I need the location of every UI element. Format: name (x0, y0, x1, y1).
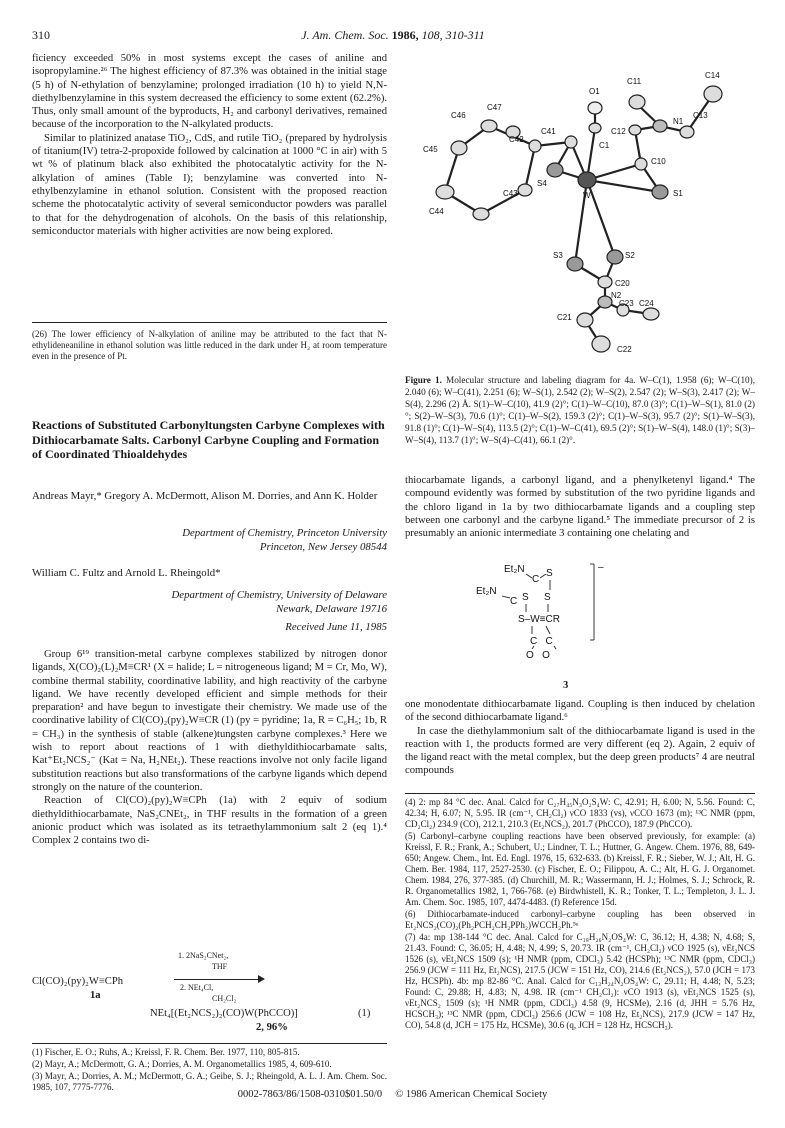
arrow-head (258, 975, 265, 983)
atom-s2 (607, 250, 623, 264)
paragraph: ficiency exceeded 50% in most systems except the cases of aniline and isopropylamine.²⁶ The highest efficiency of 87.3% was obtained in the initial stage (5 h) of N-ethylation of benzylamine; prolonged irradiation (10 h) to yield N,N-diethylbenzylamine in this system decreased the efficiency to some extent (62.2%). Thus, only small amount of the byproducts, H₂ and carbonyl derivatives, remained because of the incorporation to the N-alkylated products. (32, 53, 387, 131)
divider (405, 793, 755, 794)
eq-reactant-label: 1a (90, 990, 101, 1001)
label-c44: C44 (429, 207, 444, 216)
label-n1: N1 (673, 117, 684, 126)
paragraph: thiocarbamate ligands, a carbonyl ligand, and a phenylketenyl ligand.⁴ The compound evidently was formed by substitution of the two pyridine ligands and the chloro ligand in 1a by two dithiocarbamate ligands and a coupling step between one carbonyl and the carbyne ligand.⁵ The immediate precursor of 2 is presumably an anionic intermediate 3 containing one chelating and (405, 475, 755, 540)
struct-s-mid: S (522, 592, 529, 603)
label-c20: C20 (615, 279, 630, 288)
atom-w (578, 172, 596, 188)
label-s1: S1 (673, 189, 683, 198)
eq-product-label: 2, 96% (256, 1022, 288, 1033)
page-footer (0, 1089, 785, 1100)
eq-condition: CH₂Cl₂ (212, 994, 237, 1003)
footnotes-right: (4) 2: mp 84 °C dec. Anal. Calcd for C₂₇H₄₅N₃O₂S₄W: C, 42.91; H, 6.00; N, 5.56. Found: C, 42.34; H, 6.07; N, 5.95. IR (cm⁻¹, CH₂Cl₂) νCO 1833 (vs), νCCO 1673 (m); ¹³C NMR (ppm, CD₂Cl₂) 234.9 (CO), 212.1, 210.3 (Et₂NCS₂), 201.7 (PhCCO), 187.9 (PhCCO). (5) Carbonyl–carbyne coupling reactions have been observed previously, for example: (a) Kreissl, F. R.; Frank, A.; Schubert, U.; Lindner, T. L.; Huttner, G. Angew. Chem. 1976, 88, 649-650; Angew. Chem., Int. Ed. Engl. 1976, 15, 632-633. (b) Kreissl, F. R.; Sieber, W. J.; Alt, H. G. Chem. Ber. 1984, 117, 2527-2530. (c) Fischer, E. O.; Filippou, A. C.; Alt, H. G. J. Organomet. Chem. 1984, 276, 377-385. (d) Churchill, M. R.; Wassermann, H. J.; Holmes, S. J.; Schrock, R. R. Organometallics 1982, 1, 766-768. (e) Birdwhistell, K. R.; Tonker, T. L.; Templeton, J. L. J. Am. Chem. Soc. 1985, 107, 4474-4483. (f) Reference 15d. (6) Dithiocarbamate-induced carbonyl–carbyne coupling has been observed in Et₂NCS₂(CO)₂(Ph₂PCH₂CH₂PPh₂)WCCH₂Ph.⁵ᵉ (7) 4a: mp 138-144 °C dec. Anal. Calcd for C₁₈H₂₆N₂OS₄W: C, 36.12; H, 4.38; N, 4.68; S, 21.43. Found: C, 36.05; H, 4.48; N, 4.99; S, 20.73. IR (cm⁻¹, CH₂Cl₂) νCO 1925 (s), νEt₂NCS 1526 (s), νEt₂NCS 1509 (s); ¹H NMR (ppm, CDCl₃) 5.42 (HCSPh); ¹³C NMR (ppm, CDCl₃) 256.9 (JCW = 111 Hz, Et₂NCS), 217.5 (JCW = 151 Hz, CO), 214.6 (Et₂NCS₂), 57.0 (JCH = 173 Hz, HCSPh). 4b: mp 82-86 °C. Anal. Calcd for C₁₃H₂₄N₂OS₄W: C, 29.11; H, 4.48; N, 5.23; Found: C, 29.88; H, 4.83; N, 4.98. IR (cm⁻¹ CH₂Cl₂): νCO 1913 (s), νEt₂NCS 1525 (s), νEt₂NCS₂ 1509 (s); ¹H NMR (ppm, CDCl₃) 4.58 (9, HCSMe), 2.16 (d, JHH = 5.76 Hz, HCSCH₃); ¹³C NMR (ppm, CDCl₃) 256.6 (JCW = 108 Hz, Et₂NCS), 217.9 (JCW = 147 Hz, CO), 54.8 (d, JCH = 175 Hz, HCSMe), 30.6 (q, JCH = 128 Hz, HCSCH₃). (405, 797, 755, 1030)
label-c42: C42 (509, 135, 524, 144)
received-date: Received June 11, 1985 (285, 621, 387, 633)
atom-c43b (518, 184, 532, 196)
structure-3-label: 3 (563, 680, 569, 691)
article-title: Reactions of Substituted Carbonyltungsten Carbyne Complexes with Dithiocarbamate Salts. Carbonyl Carbyne Coupling and Formation of Coordinated Thioaldehydes (32, 418, 385, 461)
footer-copyright: © 1986 American Chemical Society (395, 1089, 548, 1100)
bond-w-s2 (587, 180, 615, 257)
atom-c20 (598, 276, 612, 288)
eq-condition: THF (212, 962, 228, 971)
running-head (32, 28, 754, 46)
caption-text: Molecular structure and labeling diagram for 4a. W–C(1), 1.958 (6); W–C(10), 2.040 (6); W–C(41), 2.251 (6); W–S(1), 2.542 (2); W–S(2), 2.547 (2); W–S(3), 2.417 (2); W–S(4), 2.296 (2) Å. S(1)–W–C(10), 41.9 (2)°; C(1)–W–C(10), 87.0 (3)°; C(1)–W–S(1), 81.0 (2)°; S(2)–W–S(3), 70.6 (1)°; C(1)–W–S(2), 159.3 (2)°; C(1)–W–S(3), 95.7 (2)°; S(1)–W–S(3), 91.8 (1)°; C(1)–W–S(4), 113.5 (2)°; C(1)–W–C(41), 69.5 (2)°; S(1)–W–S(4), 148.0 (1)°; S(3)–W–S(4), 113.7 (1)°; W–S(4)–C(41), 66.1 (2)°. (405, 375, 756, 445)
divider (32, 1043, 387, 1044)
label-c45: C45 (423, 145, 438, 154)
reaction-arrow (174, 979, 262, 980)
paragraph: In case the diethylammonium salt of the dithiocarbamate ligand is used in the reaction with 1, the products formed are very different (eq 2). Again, 2 equiv of the ligand react with the metal complex, but the deep green products⁷ 4 are neutral compounds (405, 725, 755, 777)
atom-c42 (529, 140, 541, 152)
label-n2: N2 (611, 291, 622, 300)
label-w: W (583, 191, 591, 200)
label-c14: C14 (705, 71, 720, 80)
label-c46: C46 (451, 111, 466, 120)
divider (32, 322, 387, 323)
eq-condition: 1. 2NaS₂CNet₂, (178, 951, 229, 960)
paragraph: one monodentate dithiocarbamate ligand. Coupling is then induced by chelation of the second dithiocarbamate ligand.⁶ (405, 699, 755, 724)
eq-reactant: Cl(CO)₂(py)₂W≡CPh (32, 976, 124, 987)
caption-label: Figure 1. (405, 375, 442, 385)
struct-charge: – (598, 562, 604, 573)
atom-c46 (481, 120, 497, 132)
authors-princeton: Andreas Mayr,* Gregory A. McDermott, Alison M. Dorries, and Ann K. Holder (32, 490, 378, 502)
label-c12: C12 (611, 127, 626, 136)
atom-c12 (629, 125, 641, 135)
footer-code: 0002-7863/86/1508-0310$01.50/0 (237, 1089, 383, 1100)
atom-c24 (643, 308, 659, 320)
atom-n1 (653, 120, 667, 132)
article-body-left (32, 648, 387, 847)
label-c11: C11 (627, 77, 642, 86)
eq-condition: 2. NEt₄Cl, (180, 983, 214, 992)
figure-caption (405, 374, 755, 446)
atom-o1 (588, 102, 602, 114)
atom-c13 (680, 126, 694, 138)
molecular-structure-figure (405, 52, 755, 370)
label-c23: C23 (619, 299, 634, 308)
atom-c14 (704, 86, 722, 102)
label-c41: C41 (541, 127, 556, 136)
atom-c11 (629, 95, 645, 109)
label-s3: S3 (553, 251, 563, 260)
atom-s4 (547, 163, 563, 177)
atom-n2 (598, 296, 612, 308)
affiliation-princeton: Department of Chemistry, Princeton University Princeton, New Jersey 08544 (182, 527, 387, 553)
paragraph: Group 6¹⁹ transition-metal carbyne complexes stabilized by nitrogen donor ligands, X(CO)₂(L)₂M≡CR¹ (X = halide; L = nitrogeneous ligand; M = Cr, Mo, W), combine thermal stability, coordinative lability, and high reactivity of the carbyne ligand. We have recently developed efficient and simple methods for their preparation² and have begun to investigate their chemistry. We made use of the coordinative lability of Cl(CO)₂(py)₂W≡CR (1) (py = pyridine; 1a, R = C₆H₅; 1b, R = CH₃) in the synthesis of stable (alkene)tungsten carbyne complexes.³ Here we wish to report about reactions of 1 with diethyldithiocarbamate salts, Kat⁺Et₂NCS₂⁻ (Kat = Na, H₂NEt₂). These reactions involve not only facile ligand substitution reactions but also transformations of the carbyne ligands which depend strongly on the nature of the counterion. (32, 649, 387, 793)
struct-swcr: S–W≡CR (518, 614, 560, 625)
struct-et2n-mid: Et₂N (476, 586, 497, 597)
eq-product: NEt₄[(Et₂NCS₂)₂(CO)W(PhCCO)] (150, 1008, 298, 1019)
page-number: 310 (32, 28, 50, 42)
atom-c45 (451, 141, 467, 155)
struct-oo: O O (526, 650, 550, 661)
article-body-right-1 (405, 474, 755, 540)
struct-c-top: C (532, 574, 540, 585)
atom-c43 (473, 208, 489, 220)
atom-s1 (652, 185, 668, 199)
bond-w-s1 (587, 180, 660, 192)
struct-et2n-top: Et₂N (504, 564, 525, 575)
label-s4: S4 (537, 179, 547, 188)
label-c47: C47 (487, 103, 502, 112)
atom-s3 (567, 257, 583, 271)
atom-c41 (565, 136, 577, 148)
intermediate-structure-3 (470, 560, 670, 670)
label-o1: O1 (589, 87, 600, 96)
authors-delaware: William C. Fultz and Arnold L. Rheingold* (32, 567, 221, 579)
atom-c21 (577, 313, 593, 327)
paragraph: Similar to platinized anatase TiO₂, CdS, and rutile TiO₂ (prepared by hydrolysis of titanium(IV) tetra-2-propoxide followed by calcination at 1000 °C in air) with 5 wt % of platinum black also exhibited the photocatalytic activity for the N-alkylation of amines (Table I); benzylamine was converted into N-ethylbenzylamine in ethanol solution. Consistent with the proposed reaction scheme the photocatalytic activity of several semiconductor powders was parallel to that for the dehydrogenation of alcohols. On the basis of this relationship, semiconductor materials with higher activities are now being explored. (32, 132, 387, 237)
article-body-right-2 (405, 698, 755, 778)
label-c43: C43 (503, 189, 518, 198)
struct-s-top: S (546, 568, 553, 579)
label-c24: C24 (639, 299, 654, 308)
atom-c44 (436, 185, 454, 199)
struct-s-right: S (544, 592, 551, 603)
label-c13: C13 (693, 111, 708, 120)
previous-article-text (32, 52, 387, 238)
label-s2: S2 (625, 251, 635, 260)
eq-number: (1) (358, 1008, 371, 1019)
label-c22: C22 (617, 345, 632, 354)
label-c10: C10 (651, 157, 666, 166)
footnote-26: (26) The lower efficiency of N-alkylation of aniline may be attributed to the fact that N-ethylideneaniline in ethanol solution was little reduced in the dark under H₂ at room temperature even in the presence of Pt. (32, 329, 387, 361)
atom-labels (423, 71, 720, 354)
footnotes-left: (1) Fischer, E. O.; Ruhs, A.; Kreissl, F. R. Chem. Ber. 1977, 110, 805-815. (2) Mayr, A.; McDermott, G. A.; Dorries, A. M. Organometallics 1985, 4, 609-610. (3) Mayr, A.; Dorries, A. M.; McDermott, G. A.; Geibe, S. J.; Rheingold, A. L. J. Am. Chem. Soc. 1985, 107, 7775-7776. (32, 1047, 387, 1092)
label-c21: C21 (557, 313, 572, 322)
affiliation-delaware: Department of Chemistry, University of Delaware Newark, Delaware 19716 (171, 589, 387, 615)
struct-cc: C C (530, 636, 553, 647)
atom-c10 (635, 158, 647, 170)
atom-c1 (589, 123, 601, 133)
paragraph: Reaction of Cl(CO)₂(py)₂W≡CPh (1a) with 2 equiv of sodium diethyldithiocarbamate, NaS₂CNEt₂, in THF results in the formation of a green anionic product which was isolated as its tetraethylammonium salt 2 (eq 1).⁴ Complex 2 contains two di- (32, 795, 387, 847)
journal-citation: J. Am. Chem. Soc. 1986, 108, 310-311 (301, 28, 485, 42)
atom-c22 (592, 336, 610, 352)
label-c1: C1 (599, 141, 610, 150)
struct-c-mid: C (510, 596, 518, 607)
